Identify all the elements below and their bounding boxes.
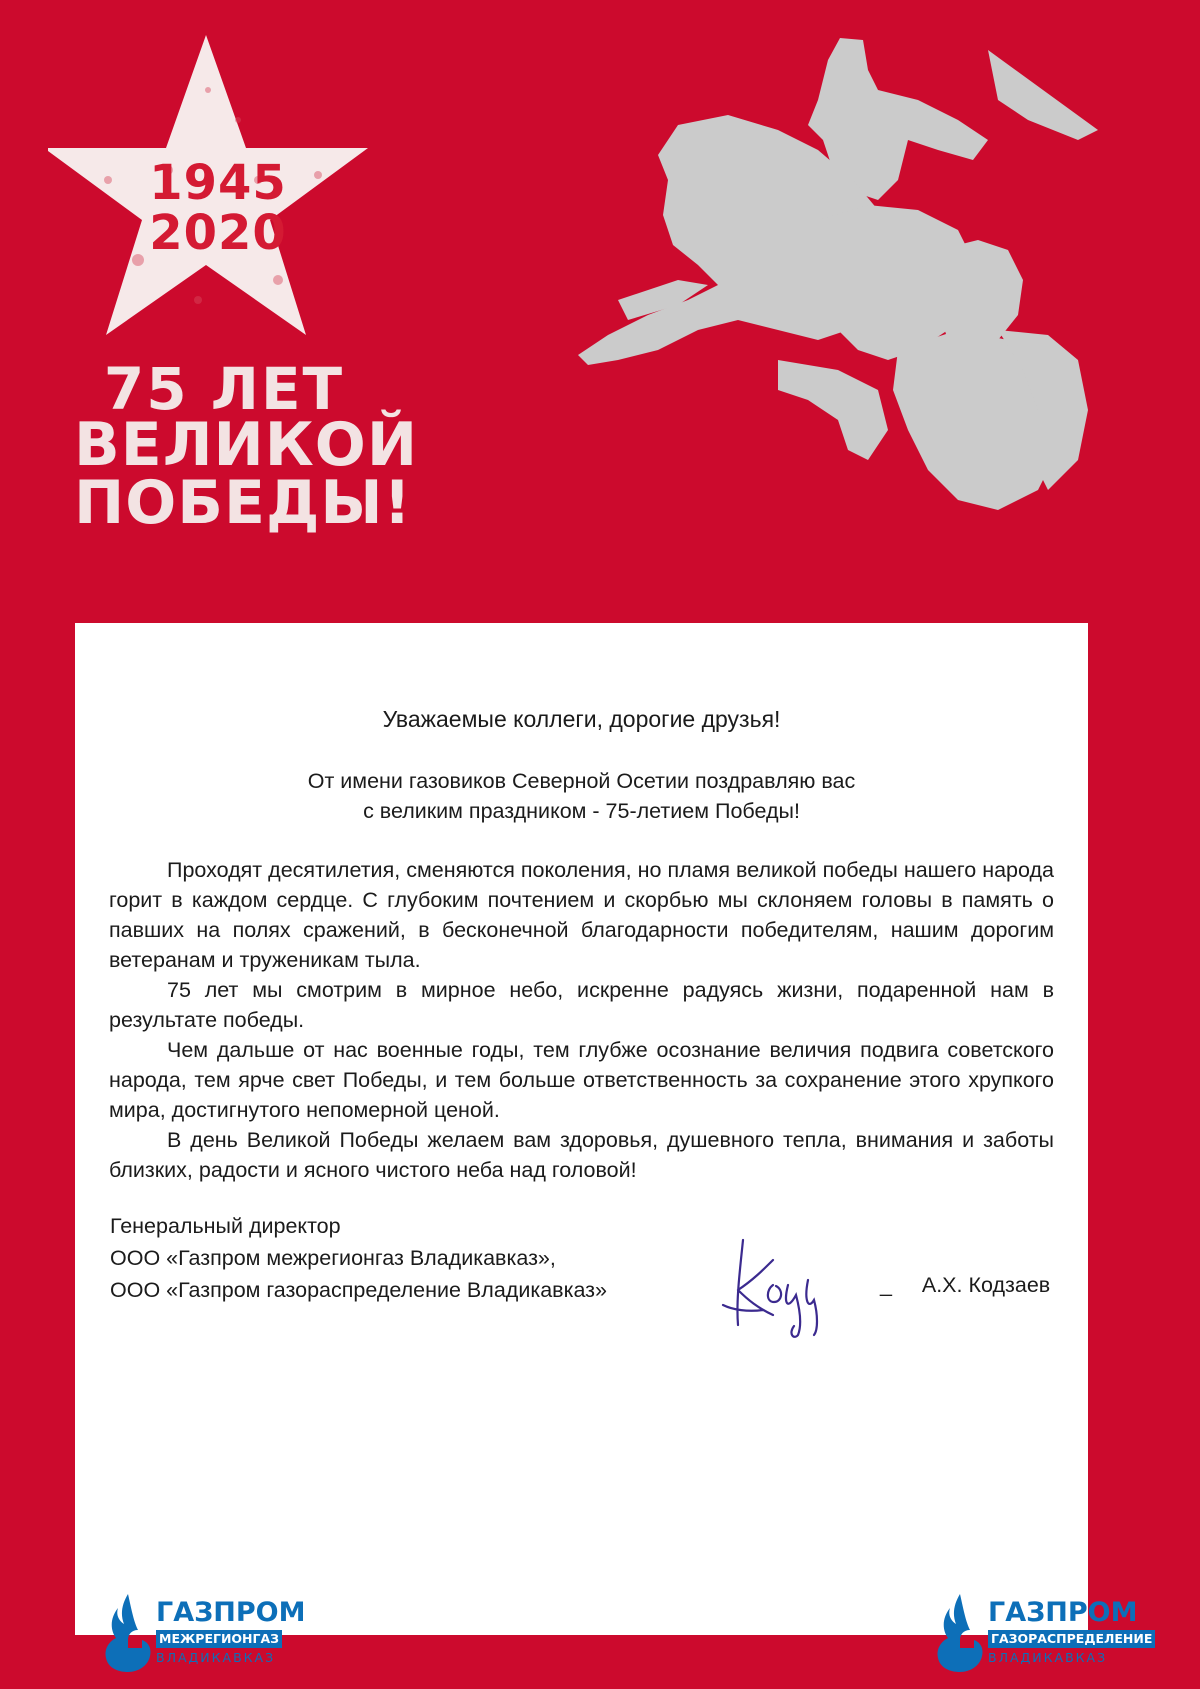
logo-word: ГАЗПРОМ [988,1597,1138,1628]
paragraph-3: Чем дальше от нас военные годы, тем глубже осознание величия подвига советского народа, тем ярче свет Победы, и тем больше ответственность за сохранение этого хрупкого мира, достигнутого непомерной ценой. [109,1038,1054,1122]
handwritten-signature [718,1230,858,1340]
logo-mezhregiongaz [98,1590,306,1674]
signer-dash: _ [880,1273,892,1297]
signer [880,1273,1050,1298]
paragraphs [109,855,1054,1185]
intro-line-1: От имени газовиков Северной Осетии поздравляю вас [307,769,856,793]
intro-line-2: с великим праздником - 75-летием Победы! [363,799,800,823]
position-line-1: Генеральный директор [110,1214,341,1238]
intro-block [109,766,1054,826]
position-line-2: ООО «Газпром межрегионгаз Владикавказ», [110,1246,556,1270]
signatory-position [110,1210,607,1306]
logo-gazoraspredelenie [930,1590,1153,1674]
gazprom-flame-icon [930,1590,990,1674]
logo-bar: МЕЖРЕГИОНГАЗ [156,1630,282,1648]
motto-line-3: ПОБЕДЫ! [74,468,412,538]
motto-line-2: ВЕЛИКОЙ [74,410,419,480]
year-end: 2020 [149,205,287,261]
letter-panel [75,623,1088,1635]
logo-city: ВЛАДИКАВКАЗ [156,1650,276,1665]
motto-line-1: 75 ЛЕТ [103,355,345,423]
signer-name: А.Х. Кодзаев [921,1273,1051,1297]
year-start: 1945 [149,155,287,211]
paragraph-1: Проходят десятилетия, сменяются поколения, но пламя великой победы нашего народа горит в каждом сердце. С глубоким почтением и скорбью мы склоняем головы в память о павших на полях сражений, в бесконечной благодарности победителям, нашим дорогим ветеранам и труженикам тыла. [109,858,1054,972]
paragraph-4: В день Великой Победы желаем вам здоровья, душевного тепла, внимания и заботы близких, радости и ясного чистого неба над головой! [109,1128,1054,1182]
victory-emblem [48,30,419,538]
logo-word: ГАЗПРОМ [156,1597,306,1628]
position-line-3: ООО «Газпром газораспределение Владикавказ» [110,1278,607,1302]
monument-illustration [578,30,1138,560]
greeting-heading: Уважаемые коллеги, дорогие друзья! [382,706,781,732]
paragraph-2: 75 лет мы смотрим в мирное небо, искренне радуясь жизни, подаренной нам в результате победы. [109,978,1054,1032]
logo-bar: ГАЗОРАСПРЕДЕЛЕНИЕ [988,1630,1155,1648]
gazprom-flame-icon [98,1590,158,1674]
logo-city: ВЛАДИКАВКАЗ [988,1650,1108,1665]
